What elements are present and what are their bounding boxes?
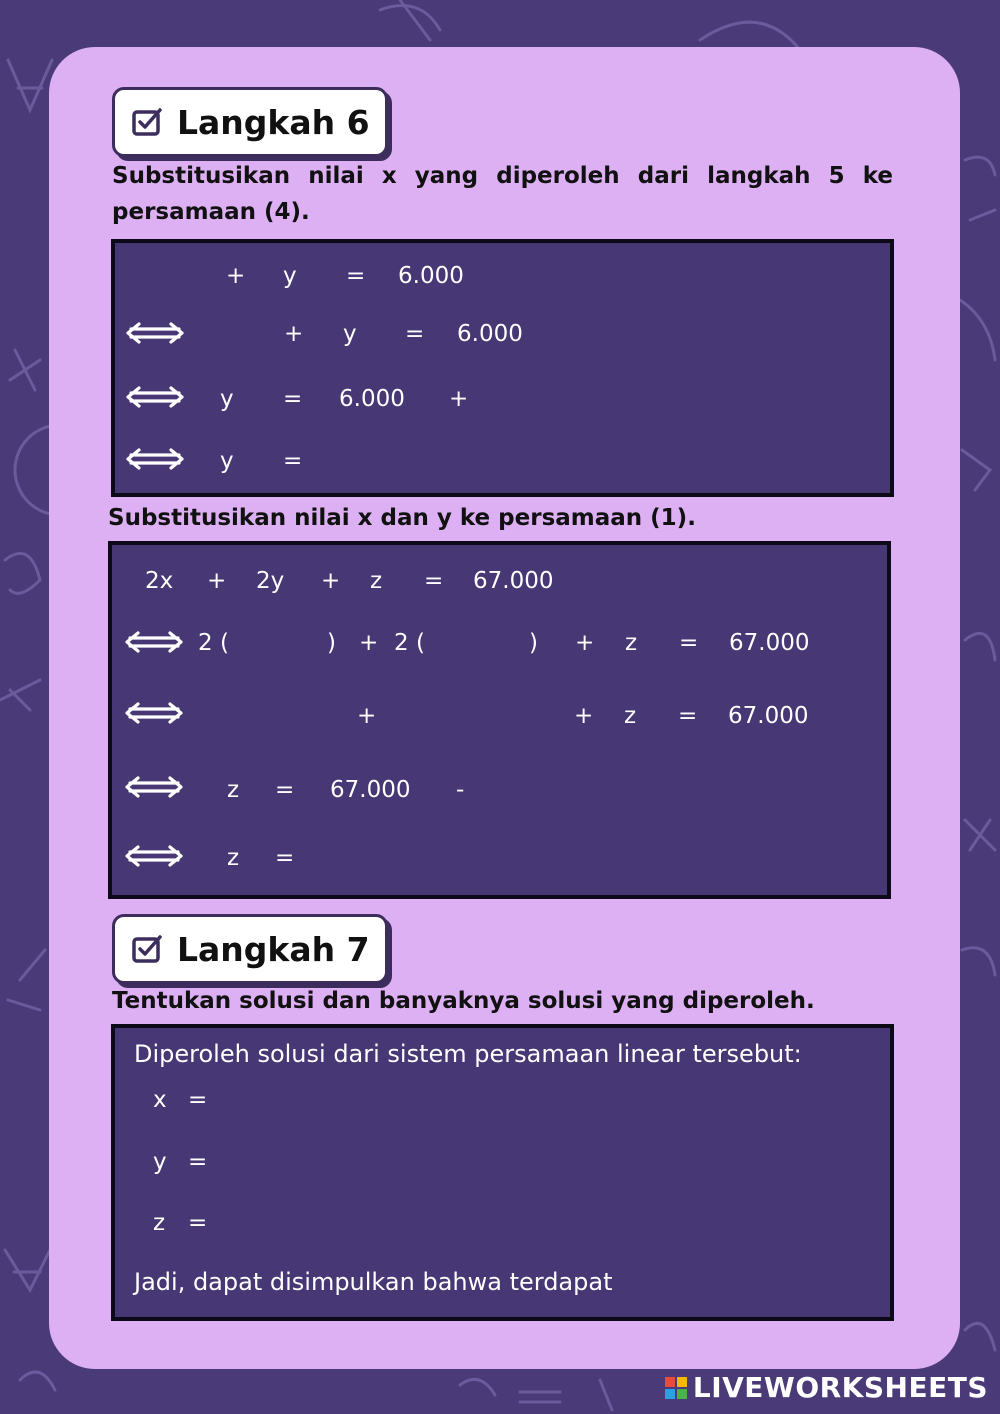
step6-title: Langkah 6 bbox=[177, 102, 370, 142]
var-z: z bbox=[625, 630, 638, 656]
plus-sign: + bbox=[207, 568, 227, 594]
equals-sign: = bbox=[679, 630, 699, 656]
step6-instruction: Substitusikan nilai x yang diperoleh dari langkah 5 ke persamaan (4). bbox=[112, 163, 893, 225]
var-z: z bbox=[153, 1210, 166, 1236]
var-z: z bbox=[227, 777, 240, 803]
value: 6.000 bbox=[398, 263, 464, 289]
step7-tag bbox=[112, 914, 388, 984]
double-arrow-icon bbox=[125, 318, 185, 348]
plus-sign: + bbox=[357, 703, 377, 729]
equals-sign: = bbox=[275, 777, 295, 803]
close-paren: ) bbox=[327, 630, 336, 656]
plus-sign: + bbox=[574, 703, 594, 729]
equals-sign: = bbox=[678, 703, 698, 729]
var-y: y bbox=[153, 1149, 167, 1175]
watermark-text: LIVEWORKSHEETS bbox=[692, 1371, 988, 1404]
open-paren: 2 ( bbox=[198, 630, 229, 656]
var-y: y bbox=[343, 321, 357, 347]
equation-box-2 bbox=[108, 541, 891, 899]
step6-instruction-2: Substitusikan nilai x dan y ke persamaan (1). bbox=[108, 505, 696, 531]
equals-sign: = bbox=[405, 321, 425, 347]
open-paren: 2 ( bbox=[394, 630, 425, 656]
var-y: y bbox=[220, 448, 234, 474]
var-y: y bbox=[220, 386, 234, 412]
liveworksheets-logo-icon bbox=[665, 1377, 687, 1399]
value: 67.000 bbox=[728, 703, 809, 729]
plus-sign: + bbox=[284, 321, 304, 347]
plus-sign: + bbox=[359, 630, 379, 656]
liveworksheets-watermark bbox=[665, 1371, 988, 1404]
value: 67.000 bbox=[330, 777, 411, 803]
equals-sign: = bbox=[283, 386, 303, 412]
double-arrow-icon bbox=[124, 627, 184, 657]
equals-sign: = bbox=[188, 1210, 208, 1236]
solution-intro: Diperoleh solusi dari sistem persamaan linear tersebut: bbox=[134, 1040, 802, 1068]
plus-sign: + bbox=[449, 386, 469, 412]
solution-box bbox=[111, 1024, 894, 1321]
equals-sign: = bbox=[188, 1149, 208, 1175]
equals-sign: = bbox=[283, 448, 303, 474]
conclusion-text: Jadi, dapat disimpulkan bahwa terdapat bbox=[134, 1268, 613, 1296]
var-z: z bbox=[624, 703, 637, 729]
double-arrow-icon bbox=[125, 382, 185, 412]
term-2y: 2y bbox=[256, 568, 285, 594]
equals-sign: = bbox=[424, 568, 444, 594]
var-z: z bbox=[370, 568, 383, 594]
term-2x: 2x bbox=[145, 568, 174, 594]
equals-sign: = bbox=[275, 845, 295, 871]
step7-instruction: Tentukan solusi dan banyaknya solusi yang diperoleh. bbox=[112, 988, 815, 1014]
var-y: y bbox=[283, 263, 297, 289]
step6-tag bbox=[112, 87, 388, 157]
plus-sign: + bbox=[226, 263, 246, 289]
value: 67.000 bbox=[473, 568, 554, 594]
plus-sign: + bbox=[575, 630, 595, 656]
value: 6.000 bbox=[339, 386, 405, 412]
plus-sign: + bbox=[321, 568, 341, 594]
checkbox-icon bbox=[131, 933, 163, 965]
var-x: x bbox=[153, 1087, 167, 1113]
step7-title: Langkah 7 bbox=[177, 929, 370, 969]
double-arrow-icon bbox=[124, 772, 184, 802]
double-arrow-icon bbox=[124, 841, 184, 871]
equals-sign: = bbox=[188, 1087, 208, 1113]
value: 67.000 bbox=[729, 630, 810, 656]
equation-box-1 bbox=[111, 239, 894, 497]
value: 6.000 bbox=[457, 321, 523, 347]
close-paren: ) bbox=[529, 630, 538, 656]
equals-sign: = bbox=[346, 263, 366, 289]
double-arrow-icon bbox=[125, 444, 185, 474]
double-arrow-icon bbox=[124, 698, 184, 728]
checkbox-icon bbox=[131, 106, 163, 138]
minus-sign: - bbox=[456, 777, 465, 803]
var-z: z bbox=[227, 845, 240, 871]
